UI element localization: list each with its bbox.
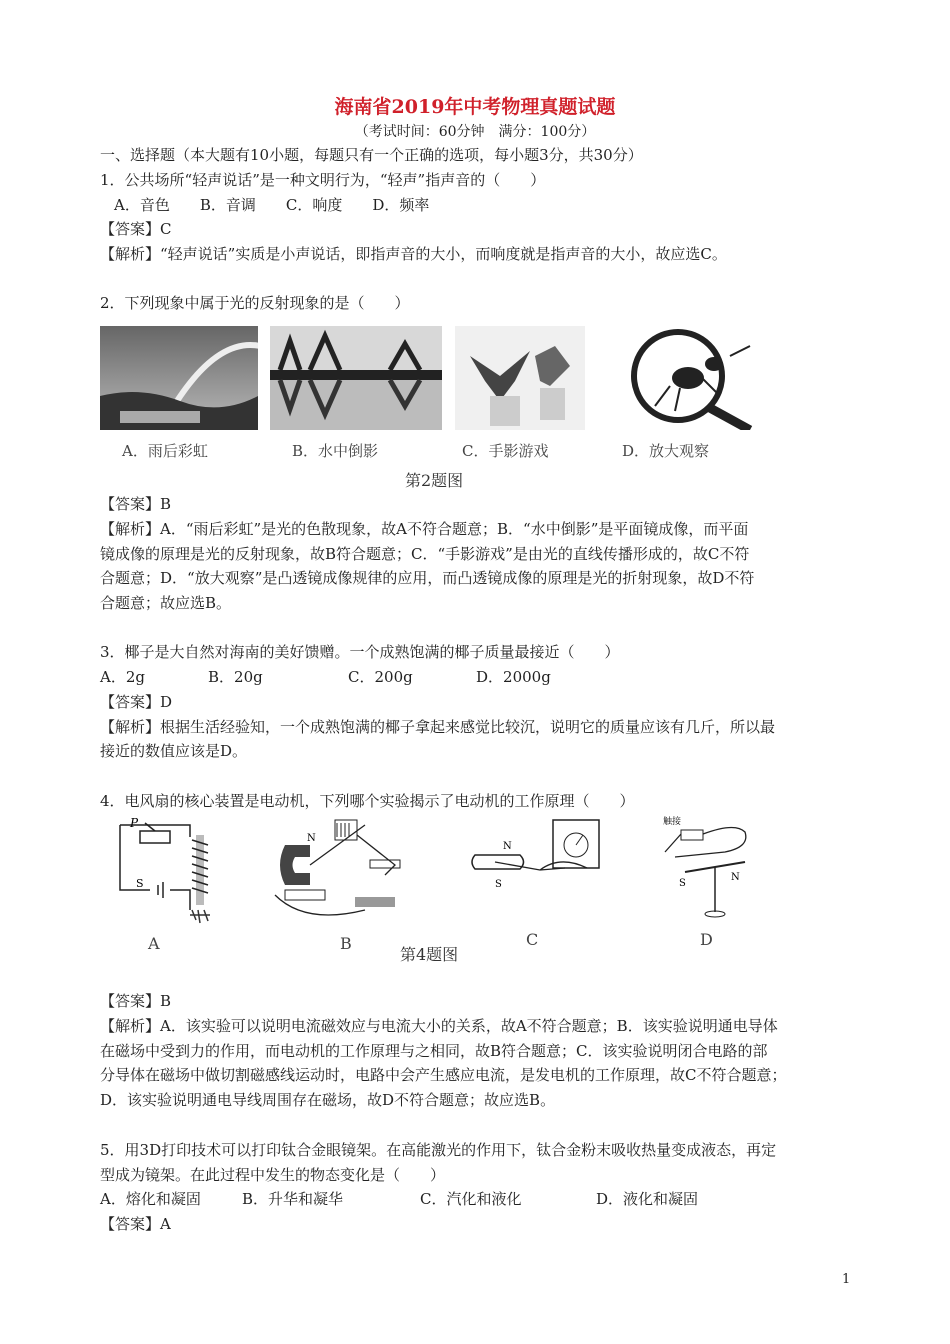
- q5-option-a: A．熔化和凝固: [100, 1190, 201, 1208]
- q1-stem: 1．公共场所“轻声说话”是一种文明行为，“轻声”指声音的（ ）: [100, 171, 546, 189]
- label-s-a: S: [136, 877, 144, 890]
- diagram-a-electromagnet: [110, 815, 220, 925]
- q5-option-d: D．液化和凝固: [596, 1190, 699, 1208]
- label-contact: 触接: [663, 817, 682, 827]
- q4-analysis-line4: D．该实验说明通电导线周围存在磁场，故D不符合题意；故应选B。: [100, 1091, 556, 1109]
- q2-caption-a: A．雨后彩虹: [122, 442, 208, 460]
- diagram-c-generator-principle: [465, 815, 615, 925]
- diagram-b-motor-principle: [265, 815, 415, 925]
- page-number: 1: [842, 1272, 851, 1287]
- q4-caption-b: B: [340, 934, 352, 953]
- q4-caption-c: C: [526, 930, 539, 949]
- q3-analysis-line1: 【解析】根据生活经验知，一个成熟饱满的椰子拿起来感觉比较沉，说明它的质量应该有几斤，所以最: [100, 718, 776, 736]
- q5-option-b: B．升华和凝华: [242, 1190, 344, 1208]
- q4-analysis-line2: 在磁场中受到力的作用，而电动机的工作原理与之相同，故B符合题意；C．该实验说明闭合电路的部: [100, 1042, 768, 1060]
- q2-answer: 【答案】B: [100, 495, 172, 513]
- label-n-d: N: [731, 872, 740, 883]
- q4-answer: 【答案】B: [100, 992, 172, 1010]
- q4-analysis-line3: 分导体在磁场中做切割磁感线运动时，电路中会产生感应电流，是发电机的工作原理，故C不符合题意；: [100, 1066, 787, 1084]
- section-heading: 一、选择题（本大题有10小题，每题只有一个正确的选项，每小题3分，共30分）: [100, 146, 643, 164]
- q2-caption-d: D．放大观察: [622, 442, 710, 460]
- q1-answer: 【答案】C: [100, 220, 172, 238]
- q4-figure-label: 第4题图: [400, 945, 459, 964]
- q2-caption-b: B．水中倒影: [292, 442, 379, 460]
- label-s-d: S: [679, 878, 686, 889]
- hand-shadow-photo: [455, 326, 585, 430]
- q3-option-d: D．2000g: [476, 668, 551, 686]
- label-s-c: S: [495, 879, 502, 890]
- q2-figure-label: 第2题图: [405, 471, 464, 490]
- q1-analysis: 【解析】“轻声说话”实质是小声说话，即指声音的大小，而响度就是指声音的大小，故应选C。: [100, 245, 727, 263]
- q2-analysis-line2: 镜成像的原理是光的反射现象，故B符合题意；C．“手影游戏”是由光的直线传播形成的，故C不符: [100, 545, 750, 563]
- q2-analysis-line3: 合题意；D．“放大观察”是凸透镜成像规律的应用，而凸透镜成像的原理是光的折射现象，故D不符: [100, 569, 755, 587]
- q5-stem-line1: 5．用3D打印技术可以打印钛合金眼镜架。在高能激光的作用下，钛合金粉末吸收热量变成液态，再定: [100, 1141, 777, 1159]
- q5-answer: 【答案】A: [100, 1215, 171, 1233]
- label-p: P: [130, 816, 139, 830]
- q1-options: A．音色 B．音调 C．响度 D．频率: [114, 196, 430, 214]
- q4-stem: 4．电风扇的核心装置是电动机，下列哪个实验揭示了电动机的工作原理（ ）: [100, 792, 635, 810]
- exam-info: （考试时间：60分钟 满分：100分）: [354, 124, 596, 140]
- q2-analysis-line1: 【解析】A．“雨后彩虹”是光的色散现象，故A不符合题意；B．“水中倒影”是平面镜成像，而平面: [100, 520, 749, 538]
- q2-stem: 2．下列现象中属于光的反射现象的是（ ）: [100, 294, 410, 312]
- diagram-d-oersted: [655, 812, 765, 922]
- q3-analysis-line2: 接近的数值应该是D。: [100, 742, 248, 760]
- q2-analysis-line4: 合题意；故应选B。: [100, 594, 232, 612]
- q3-option-a: A．2g: [100, 668, 145, 686]
- q3-option-b: B．20g: [208, 668, 263, 686]
- reflection-photo: [270, 326, 442, 430]
- q2-caption-c: C．手影游戏: [462, 442, 549, 460]
- q4-analysis-line1: 【解析】A．该实验可以说明电流磁效应与电流大小的关系，故A不符合题意；B．该实验说明通电导体: [100, 1017, 778, 1035]
- q3-answer: 【答案】D: [100, 693, 173, 711]
- q4-caption-d: D: [700, 930, 713, 949]
- label-n-b: N: [307, 833, 316, 844]
- q4-caption-a: A: [148, 934, 160, 953]
- label-n-c: N: [503, 841, 512, 852]
- q5-stem-line2: 型成为镜架。在此过程中发生的物态变化是（ ）: [100, 1166, 446, 1184]
- page-title: 海南省2019年中考物理真题试题: [334, 96, 616, 118]
- q3-stem: 3．椰子是大自然对海南的美好馈赠。一个成熟饱满的椰子质量最接近（ ）: [100, 643, 620, 661]
- q3-option-c: C．200g: [348, 668, 413, 686]
- magnifier-photo: [610, 326, 770, 430]
- rainbow-photo: [100, 326, 258, 430]
- q5-option-c: C．汽化和液化: [420, 1190, 522, 1208]
